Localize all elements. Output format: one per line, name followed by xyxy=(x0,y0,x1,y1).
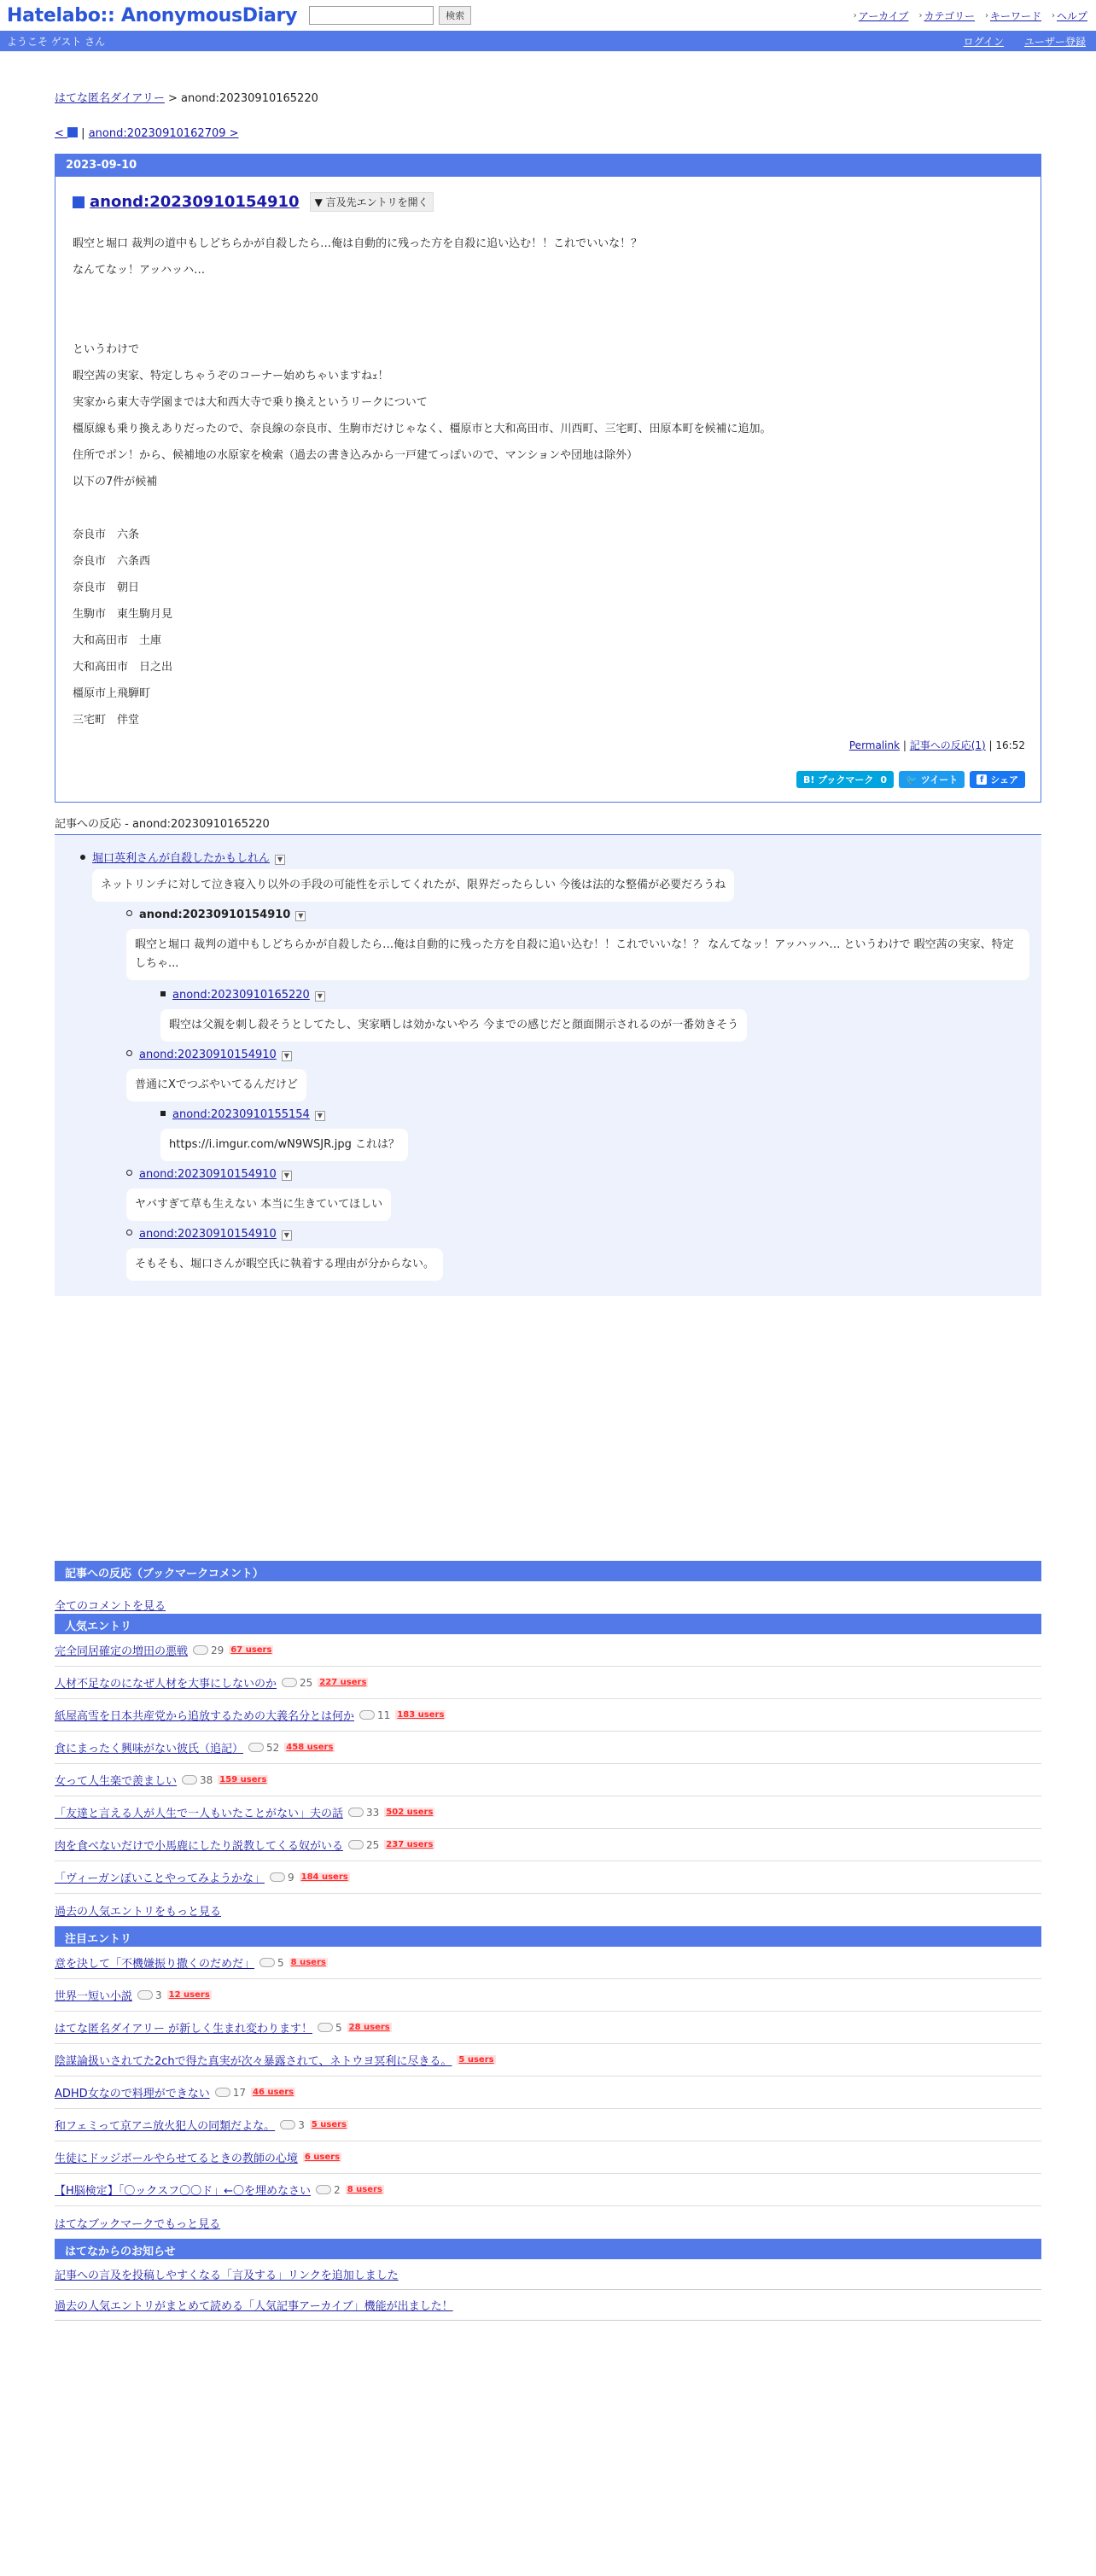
bullet xyxy=(80,855,85,860)
users-badge[interactable]: 184 users xyxy=(300,1872,348,1882)
comment-bubble-icon xyxy=(348,1840,364,1849)
entry-row-title[interactable]: 【H脳検定】「〇ックスフ〇〇ド」←〇を埋めなさい xyxy=(55,2185,312,2198)
notice-list xyxy=(55,2259,1041,2321)
comment-count[interactable] xyxy=(137,1989,162,2001)
dropdown-icon[interactable]: ▼ xyxy=(282,1230,292,1241)
ad-space xyxy=(55,1296,1041,1561)
users-badge[interactable]: 458 users xyxy=(286,1743,334,1752)
nav-archive-link[interactable]: アーカイブ xyxy=(858,10,909,22)
comment-bubble-icon xyxy=(182,1775,197,1785)
welcome-text: ようこそ ゲスト さん xyxy=(7,35,106,48)
nav-category-link[interactable]: カテゴリー xyxy=(924,10,975,22)
comment-count-value: 5 xyxy=(335,2021,342,2034)
dropdown-icon[interactable]: ▼ xyxy=(315,1111,325,1121)
reaction-text: ヤバすぎて草も生えない 本当に生きていてほしい xyxy=(126,1189,391,1221)
users-badge[interactable]: 8 users xyxy=(347,2185,382,2194)
comment-bubble-icon xyxy=(259,1958,275,1967)
comment-count[interactable] xyxy=(270,1872,294,1884)
comment-count-value: 3 xyxy=(298,2118,305,2131)
comment-count[interactable] xyxy=(359,1709,390,1721)
comment-count-value: 38 xyxy=(200,1773,213,1786)
permalink[interactable]: Permalink xyxy=(848,739,901,751)
entry-body-line: というわけで xyxy=(73,343,140,356)
entry-title[interactable]: anond:20230910154910 xyxy=(90,193,300,211)
share-buttons xyxy=(796,771,1025,788)
header-nav xyxy=(854,9,1087,23)
search-input[interactable] xyxy=(309,6,434,25)
prev-entry-link[interactable]: < xyxy=(55,127,78,140)
diary-square-icon xyxy=(73,196,85,208)
nav-category[interactable] xyxy=(918,9,975,23)
entry-row-title[interactable]: 陰謀論扱いされてた2chで得た真実が次々暴露されて、ネトウヨ冥利に尽きる。 xyxy=(55,2055,452,2068)
entry-row-title[interactable]: 生徒にドッジボールやらせてるときの教師の心境 xyxy=(55,2153,298,2165)
entry-time: 16:52 xyxy=(995,739,1025,751)
entry-row xyxy=(55,1667,1041,1699)
chevron-right-icon: › xyxy=(1051,11,1055,20)
entry-row xyxy=(55,1947,1041,1979)
comment-bubble-icon xyxy=(348,1808,364,1817)
comment-bubble-icon xyxy=(280,2120,295,2129)
users-badge[interactable]: 183 users xyxy=(397,1710,445,1720)
comment-count-value: 25 xyxy=(366,1838,380,1851)
open-track-button[interactable]: ▼ 言及先エントリを開く xyxy=(310,192,434,212)
comment-count-value: 33 xyxy=(366,1806,380,1819)
breadcrumb-sep: > xyxy=(167,92,178,105)
chevron-right-icon: › xyxy=(918,11,923,20)
main-container xyxy=(55,89,1041,2321)
breadcrumb-current: anond:20230910165220 xyxy=(181,92,318,105)
entry-body-line xyxy=(73,310,1041,336)
popular-list xyxy=(55,1634,1041,1894)
entry-row-title[interactable]: 世界一短い小説 xyxy=(55,1990,133,2003)
entry-body-line: 橿原線も乗り換えありだったので、奈良線の奈良市、生駒市だけじゃなく、橿原市と大和高田市、川西町、三宅町、田原本町を候補に追加。 xyxy=(73,423,772,435)
all-comments-link[interactable]: 全てのコメントを見る xyxy=(55,1600,166,1613)
bullet xyxy=(160,1111,166,1116)
entry-row xyxy=(55,2044,1041,2077)
entry-row xyxy=(55,1979,1041,2012)
nav-help-link[interactable]: ヘルプ xyxy=(1056,10,1087,22)
comment-count-value: 11 xyxy=(377,1709,391,1721)
users-badge[interactable]: 5 users xyxy=(311,2120,347,2129)
comment-count-value: 2 xyxy=(334,2183,341,2196)
dropdown-icon[interactable]: ▼ xyxy=(282,1171,292,1181)
dropdown-icon[interactable]: ▼ xyxy=(315,991,325,1002)
reaction-text: 暇空と堀口 裁判の道中もしどちらかが自殺したら…俺は自動的に残った方を自殺に追い込む！！これでいいな！？ なんてなッ！アッハッハ… というわけで 暇空茜の実家、特定しちゃ... xyxy=(126,929,1029,980)
entry-row-title[interactable]: 「ヴィーガンぽいことやってみようかな」 xyxy=(55,1872,265,1885)
facebook-icon: f xyxy=(976,774,987,785)
entry-body-line: 以下の7件が候補 xyxy=(73,476,158,488)
reaction-text: そもそも、堀口さんが暇空氏に執着する理由が分からない。 xyxy=(126,1248,443,1281)
reaction-item xyxy=(80,849,285,865)
reaction-author[interactable]: anond:20230910154910 xyxy=(139,1228,277,1241)
comment-bubble-icon xyxy=(318,2023,333,2032)
comment-count-value: 3 xyxy=(155,1989,162,2001)
comment-count[interactable] xyxy=(193,1644,224,1656)
search-button[interactable]: 検索 xyxy=(439,6,471,25)
bookmark-comments-header: 記事への反応（ブックマークコメント） xyxy=(55,1561,1041,1581)
users-badge[interactable]: 159 users xyxy=(219,1775,267,1785)
comment-count-value: 17 xyxy=(232,2086,246,2099)
comment-count[interactable] xyxy=(182,1774,213,1786)
comment-count-value: 5 xyxy=(277,1956,284,1969)
users-badge[interactable]: 502 users xyxy=(386,1808,434,1817)
reactions-link[interactable]: 記事への反応(1) xyxy=(909,739,986,751)
entry-row-title[interactable]: 「友達と言える人が人生で一人もいたことがない」夫の話 xyxy=(55,1808,344,1820)
notice-row xyxy=(55,2290,1041,2321)
entry-body-line: 奈良市 朝日 xyxy=(73,581,140,594)
chevron-right-icon: › xyxy=(984,11,988,20)
entry-row-title[interactable]: 女って人生楽で羨ましい xyxy=(55,1775,178,1788)
entry-body-line: 三宅町 伴堂 xyxy=(73,714,140,727)
entry-row-title[interactable]: ADHD女なので料理ができない xyxy=(55,2088,210,2100)
entry-row-title[interactable]: 完全同居確定の増田の悪戦 xyxy=(55,1645,189,1658)
bullet xyxy=(126,910,132,916)
dropdown-icon[interactable]: ▼ xyxy=(295,911,306,921)
comment-count[interactable] xyxy=(318,2022,342,2034)
users-badge[interactable]: 5 users xyxy=(458,2055,494,2065)
entry-row-title[interactable]: はてな匿名ダイアリー が新しく生まれ変わります！ xyxy=(55,2023,312,2036)
nav-help[interactable] xyxy=(1052,9,1087,23)
reaction-text: 暇空は父親を刺し殺そうとしてたし、実家晒しは効かないやろ 今までの感じだと顔面開示されるのが一番効きそう xyxy=(160,1009,747,1042)
tweet-button[interactable]: 🐦 ツイート xyxy=(899,771,965,788)
register-link[interactable]: ユーザー登録 xyxy=(1023,36,1086,48)
entry-row-title[interactable]: 肉を食べないだけで小馬鹿にしたり説教してくる奴がいる xyxy=(55,1840,344,1853)
entry-row xyxy=(55,1764,1041,1796)
reactions-tree xyxy=(55,835,1041,1296)
entry-row xyxy=(55,1634,1041,1667)
entry-row xyxy=(55,2077,1041,2109)
comment-count-value: 25 xyxy=(300,1676,313,1689)
comment-count[interactable] xyxy=(248,1742,279,1754)
comment-bubble-icon xyxy=(137,1990,153,2000)
entry-row-title[interactable]: 紙屋高雪を日本共産党から追放するための大義名分とは何か xyxy=(55,1710,355,1723)
entry-body-line: 暇空と堀口 裁判の道中もしどちらかが自殺したら…俺は自動的に残った方を自殺に追い込む！！これでいいな！？ xyxy=(73,237,643,250)
comment-count-value: 29 xyxy=(211,1644,224,1656)
nav-keyword-link[interactable]: キーワード xyxy=(989,10,1041,22)
entry-row xyxy=(55,1732,1041,1764)
entry-body-line: 奈良市 六条西 xyxy=(73,555,151,568)
comment-bubble-icon xyxy=(215,2088,230,2097)
nav-archive[interactable] xyxy=(854,9,909,23)
prev-next-nav: < | anond:20230910162709 > xyxy=(55,127,239,140)
hatebu-button[interactable]: B! ブックマーク 0 xyxy=(796,771,894,788)
notice-link[interactable]: 記事への言及を投稿しやすくなる「言及する」リンクを追加しました xyxy=(55,2269,399,2282)
users-badge[interactable]: 67 users xyxy=(230,1645,272,1655)
comment-bubble-icon xyxy=(270,1872,285,1882)
bullet xyxy=(126,1170,132,1176)
attention-more-link[interactable]: はてなブックマークでもっと見る xyxy=(55,2217,221,2231)
reaction-author[interactable]: anond:20230910155154 xyxy=(172,1108,310,1121)
reaction-author-self: anond:20230910154910 xyxy=(139,908,291,921)
comment-count[interactable] xyxy=(259,1957,284,1969)
facebook-share-button[interactable]: f シェア xyxy=(970,771,1025,788)
chevron-right-icon: › xyxy=(853,11,857,20)
attention-header: 注目エントリ xyxy=(55,1926,1041,1947)
notice-link[interactable]: 過去の人気エントリがまとめて読める「人気記事アーカイブ」機能が出ました！ xyxy=(55,2300,453,2313)
reaction-text: https://i.imgur.com/wN9WSJR.jpg これは？ xyxy=(160,1129,408,1161)
entry-row xyxy=(55,1699,1041,1732)
comment-bubble-icon xyxy=(282,1678,297,1687)
users-badge[interactable]: 227 users xyxy=(319,1678,367,1687)
entry-body-line xyxy=(73,495,1041,522)
reaction-author[interactable]: 堀口英利さんが自殺したかもしれん xyxy=(92,852,271,865)
entry-row xyxy=(55,1829,1041,1861)
popular-more-link[interactable]: 過去の人気エントリをもっと見る xyxy=(55,1905,222,1919)
entry-row xyxy=(55,2012,1041,2044)
entry-row-title[interactable]: 和フェミって京アニ放火犯人の同類だよな。 xyxy=(55,2120,276,2133)
entry-row-title[interactable]: 意を決して「不機嫌振り撒くのだめだ」 xyxy=(55,1958,255,1971)
comment-count-value: 52 xyxy=(266,1741,280,1754)
reaction-item xyxy=(160,1108,325,1121)
comment-count-value: 9 xyxy=(287,1871,294,1884)
entry-day-box xyxy=(55,154,1041,803)
reaction-item xyxy=(126,1049,292,1061)
entry-row-title[interactable]: 人材不足なのになぜ人材を大事にしないのか xyxy=(55,1678,277,1691)
entry-body-line: 奈良市 六条 xyxy=(73,529,140,541)
users-badge[interactable]: 6 users xyxy=(304,2153,341,2162)
nav-keyword[interactable] xyxy=(985,9,1041,23)
entry-row xyxy=(55,2141,1041,2174)
entry-body-line: 暇空茜の実家、特定しちゃうぞのコーナー始めちゃいますねｪ！ xyxy=(73,370,389,383)
next-entry-link[interactable]: anond:20230910162709 > xyxy=(88,127,239,140)
breadcrumb-home[interactable]: はてな匿名ダイアリー xyxy=(55,92,165,105)
popular-header: 人気エントリ xyxy=(55,1614,1041,1634)
reaction-text: ネットリンチに対して泣き寝入り以外の手段の可能性を示してくれたが、限界だったらしい 今後は法的な整備が必要だろうね xyxy=(92,869,734,902)
entry-row xyxy=(55,2109,1041,2141)
entry-row xyxy=(55,1861,1041,1894)
comment-bubble-icon xyxy=(193,1645,208,1655)
users-badge[interactable]: 12 users xyxy=(168,1990,210,2000)
comment-bubble-icon xyxy=(316,2185,331,2194)
comment-bubble-icon xyxy=(359,1710,375,1720)
users-badge[interactable]: 46 users xyxy=(252,2088,294,2097)
site-header xyxy=(0,0,1096,31)
comment-count[interactable] xyxy=(316,2184,341,2196)
reaction-item xyxy=(160,989,325,1002)
reaction-author[interactable]: anond:20230910154910 xyxy=(139,1168,277,1181)
reaction-item xyxy=(126,1228,292,1241)
entry-row-title[interactable]: 食にまったく興味がない彼氏（追記） xyxy=(55,1743,244,1755)
entry-body-line: 実家から東大寺学園までは大和西大寺で乗り換えというリークについて xyxy=(73,396,428,409)
users-badge[interactable]: 237 users xyxy=(386,1840,434,1849)
reaction-item xyxy=(126,908,306,921)
comment-count[interactable] xyxy=(280,2119,305,2131)
reaction-author[interactable]: anond:20230910154910 xyxy=(139,1049,277,1061)
entry-body-line: 大和高田市 土庫 xyxy=(73,634,162,647)
entry-footer: Permalink | 記事への反応(1) | 16:52 xyxy=(848,739,1025,751)
reaction-author[interactable]: anond:20230910165220 xyxy=(172,989,310,1002)
entry-body-line xyxy=(73,283,1041,310)
comment-count[interactable] xyxy=(215,2087,246,2099)
notices-header: はてなからのお知らせ xyxy=(55,2239,1041,2259)
login-link[interactable]: ログイン xyxy=(963,36,1004,48)
comment-count[interactable] xyxy=(282,1677,312,1689)
notice-row xyxy=(55,2259,1041,2290)
diary-square-icon xyxy=(67,127,78,137)
entry-header xyxy=(73,192,1041,212)
users-badge[interactable]: 8 users xyxy=(290,1958,326,1967)
site-logo[interactable]: Hatelabo:: AnonymousDiary xyxy=(7,4,298,26)
users-badge[interactable]: 28 users xyxy=(348,2023,390,2032)
entry-body-line: 橿原市上飛騨町 xyxy=(73,687,151,700)
reaction-text: 普通にXでつぶやいてるんだけど xyxy=(126,1069,306,1101)
entry-body-line: 住所でポン！から、候補地の水原家を検索（過去の書き込みから一戸建てっぽいので、マンションや団地は除外） xyxy=(73,449,638,462)
comment-count[interactable] xyxy=(348,1807,379,1819)
reaction-item xyxy=(126,1168,292,1181)
entry-body-line: 生駒市 東生駒月見 xyxy=(73,608,173,621)
reactions-header: 記事への反応 - anond:20230910165220 xyxy=(55,815,1041,835)
bullet xyxy=(126,1230,132,1235)
bird-icon: 🐦 xyxy=(906,774,918,786)
dropdown-icon[interactable]: ▼ xyxy=(275,855,285,865)
entry-row xyxy=(55,1796,1041,1829)
breadcrumb xyxy=(55,89,1041,105)
bullet xyxy=(126,1050,132,1056)
comment-count[interactable] xyxy=(348,1839,379,1851)
entry-body-line: なんてなッ！アッハッハ… xyxy=(73,264,206,277)
entry-body xyxy=(73,231,1041,733)
attention-list xyxy=(55,1947,1041,2206)
dropdown-icon[interactable]: ▼ xyxy=(282,1051,292,1061)
entry-row xyxy=(55,2174,1041,2206)
bullet xyxy=(160,991,166,996)
entry-date: 2023-09-10 xyxy=(55,155,1041,177)
entry-body-line: 大和高田市 日之出 xyxy=(73,661,173,674)
comment-bubble-icon xyxy=(248,1743,264,1752)
user-bar xyxy=(0,31,1096,51)
